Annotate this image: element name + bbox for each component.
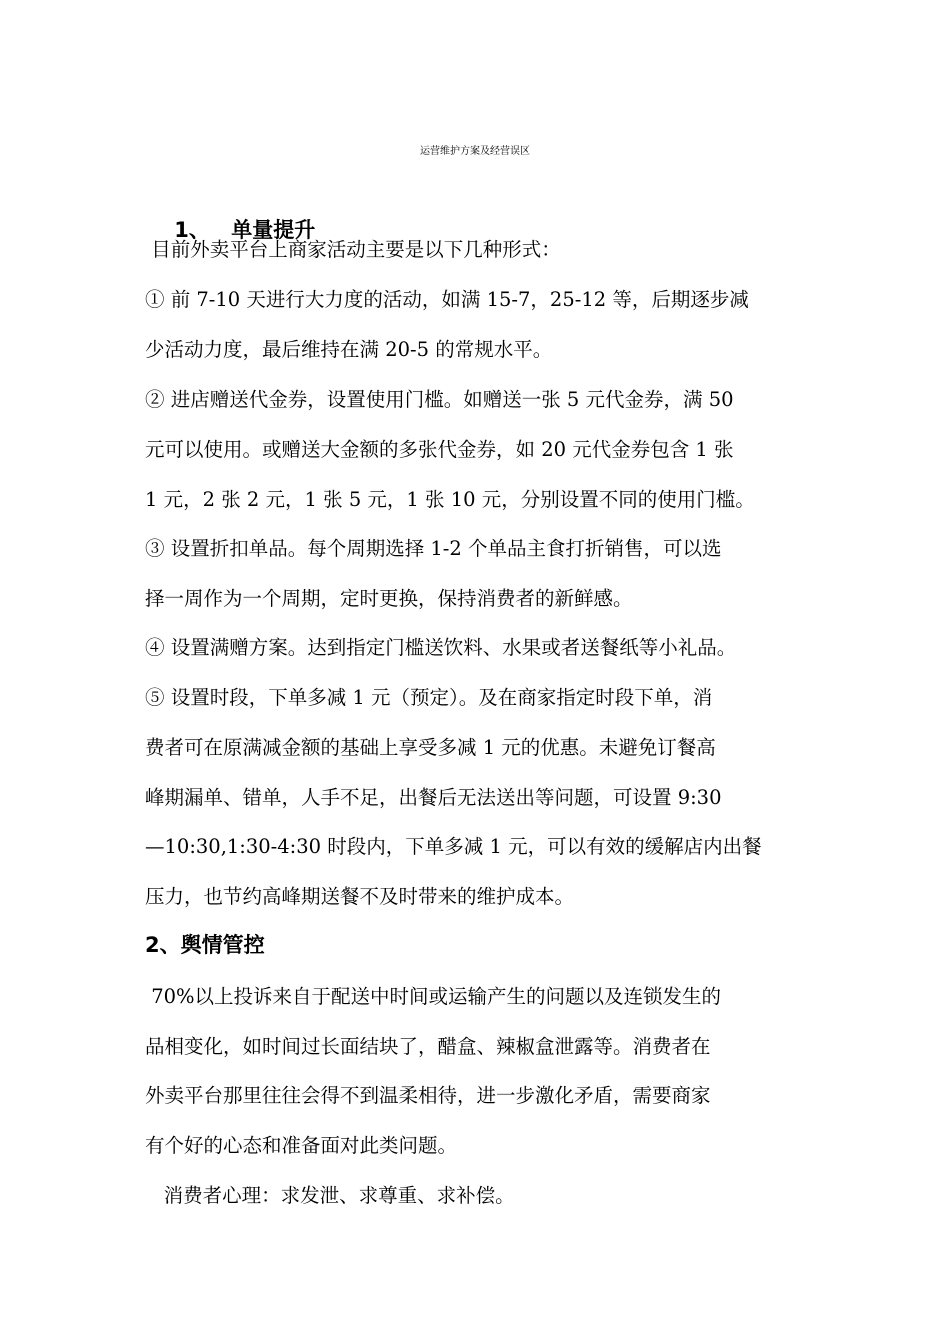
- paragraph-line: ③ 设置折扣单品。每个周期选择 1-2 个单品主食打折销售，可以选: [145, 537, 722, 560]
- paragraph-line: 外卖平台那里往往会得不到温柔相待，进一步激化矛盾，需要商家: [145, 1084, 711, 1107]
- paragraph-line: ⑤ 设置时段，下单多减 1 元（预定）。及在商家指定时段下单，消: [145, 686, 713, 709]
- paragraph-line: 消费者心理：求发泄、求尊重、求补偿。: [145, 1184, 515, 1207]
- paragraph-line: 有个好的心态和准备面对此类问题。: [145, 1134, 458, 1157]
- paragraph-line: 目前外卖平台上商家活动主要是以下几种形式：: [145, 238, 561, 261]
- paragraph-line: ④ 设置满赠方案。达到指定门槛送饮料、水果或者送餐纸等小礼品。: [145, 636, 737, 659]
- paragraph-line: 压力，也节约高峰期送餐不及时带来的维护成本。: [145, 885, 575, 908]
- document-title: 运营维护方案及经营误区: [420, 146, 530, 157]
- paragraph-line: ② 进店赠送代金券，设置使用门槛。如赠送一张 5 元代金券，满 50: [145, 388, 734, 411]
- paragraph-line: 1 元，2 张 2 元，1 张 5 元，1 张 10 元，分别设置不同的使用门槛。: [145, 488, 755, 511]
- section-heading-2: 2、舆情管控: [145, 933, 265, 957]
- paragraph-line: 品相变化，如时间过长面结块了，醋盒、辣椒盒泄露等。消费者在: [145, 1035, 711, 1058]
- paragraph-line: 费者可在原满减金额的基础上享受多减 1 元的优惠。未避免订餐高: [145, 736, 716, 759]
- paragraph-line: —10:30,1:30-4:30 时段内，下单多减 1 元，可以有效的缓解店内出餐: [145, 835, 762, 858]
- paragraph-line: ① 前 7-10 天进行大力度的活动，如满 15-7，25-12 等，后期逐步减: [145, 288, 749, 311]
- paragraph-line: 峰期漏单、错单，人手不足，出餐后无法送出等问题，可设置 9:30: [145, 786, 722, 809]
- paragraph-line: 70%以上投诉来自于配送中时间或运输产生的问题以及连锁发生的: [145, 985, 722, 1008]
- paragraph-line: 少活动力度，最后维持在满 20-5 的常规水平。: [145, 338, 553, 361]
- paragraph-line: 元可以使用。或赠送大金额的多张代金券，如 20 元代金券包含 1 张: [145, 438, 734, 461]
- section-number: 1、: [174, 218, 210, 242]
- section-heading-text: 单量提升: [231, 218, 316, 242]
- paragraph-line: 择一周作为一个周期，定时更换，保持消费者的新鲜感。: [145, 587, 633, 610]
